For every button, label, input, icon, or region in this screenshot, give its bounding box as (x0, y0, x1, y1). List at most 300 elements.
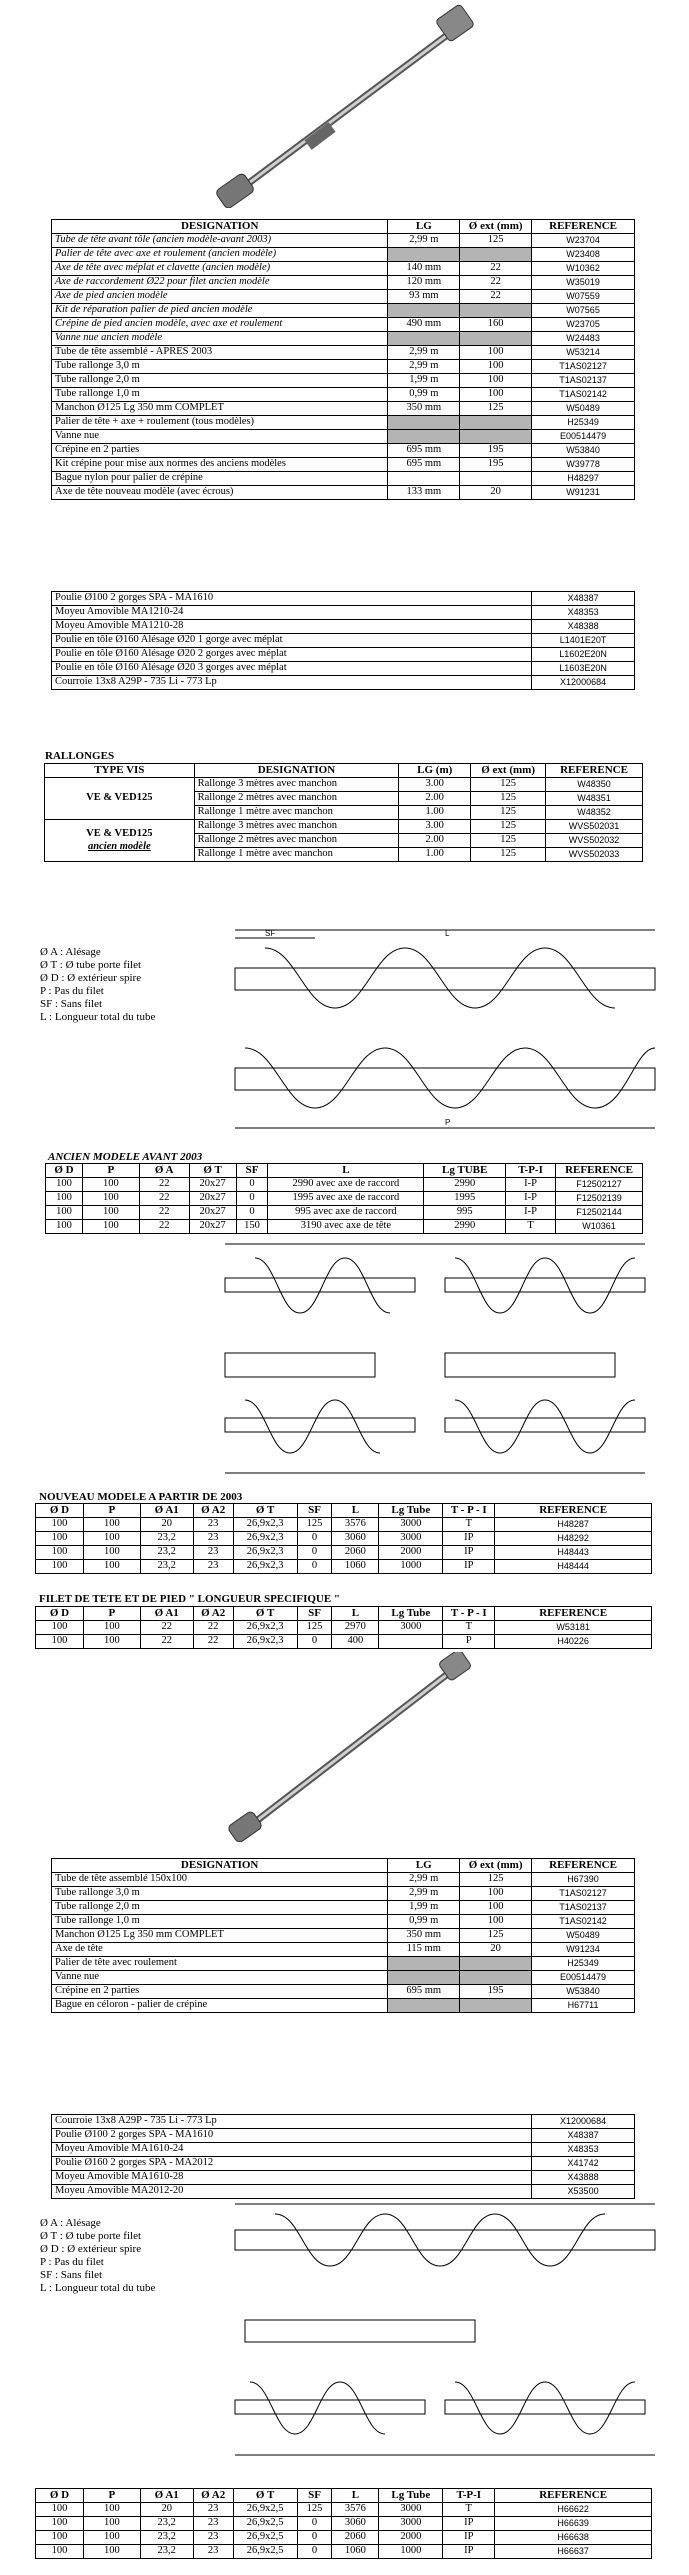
reference-cell: F12502144 (556, 1206, 643, 1220)
ext-cell: 125 (460, 234, 532, 248)
table-row (52, 388, 635, 402)
ext-cell: 125 (460, 1873, 532, 1887)
cell: T (443, 1621, 495, 1635)
reference-cell: E00514479 (532, 430, 635, 444)
cell: P (443, 1635, 495, 1649)
table-row (46, 1206, 643, 1220)
designation-cell: Moyeu Amovible MA1610-28 (52, 2171, 532, 2185)
cell: 150 (236, 1220, 268, 1234)
table-row (52, 1957, 635, 1971)
column-header: T - P - I (443, 1504, 495, 1518)
cell: 3060 (332, 2517, 379, 2531)
lg-cell (388, 430, 460, 444)
lg-cell: 1.00 (399, 806, 471, 820)
designation-cell: Poulie en tôle Ø160 Alésage Ø20 1 gorge avec méplat (52, 634, 532, 648)
lg-cell: 2,99 m (388, 1873, 460, 1887)
cell: 0 (297, 1560, 332, 1574)
cell: 26,9x2,5 (233, 2531, 297, 2545)
cell: 26,9x2,5 (233, 2503, 297, 2517)
reference-cell: H40226 (495, 1635, 652, 1649)
cell: 2000 (379, 2531, 443, 2545)
cell: IP (443, 1560, 495, 1574)
ancien-title: ANCIEN MODELE AVANT 2003 (48, 1151, 203, 1163)
cell: 22 (140, 1635, 193, 1649)
reference-cell: E00514479 (532, 1971, 635, 1985)
col-designation: DESIGNATION (194, 764, 399, 778)
screw-table-new (35, 2488, 652, 2559)
cell: 2970 (332, 1621, 379, 1635)
lg-cell (388, 1957, 460, 1971)
cell: 3060 (332, 1532, 379, 1546)
reference-cell: H66622 (495, 2503, 652, 2517)
reference-cell: W23408 (532, 248, 635, 262)
cell: 3000 (379, 1621, 443, 1635)
designation-cell: Moyeu Amovible MA2012-20 (52, 2185, 532, 2199)
cell: 26,9x2,3 (233, 1532, 297, 1546)
ext-cell: 125 (460, 402, 532, 416)
reference-cell: H48444 (495, 1560, 652, 1574)
designation-cell: Tube de tête assemblé - APRES 2003 (52, 346, 388, 360)
lg-cell (388, 1971, 460, 1985)
screw-drawing-3 (205, 2200, 675, 2470)
cell: 26,9x2,3 (233, 1635, 297, 1649)
ext-cell: 125 (471, 778, 546, 792)
table-row (36, 1532, 652, 1546)
cell: 22 (139, 1192, 189, 1206)
ext-cell: 22 (460, 262, 532, 276)
designation-cell: Poulie Ø100 2 gorges SPA - MA1610 (52, 2129, 532, 2143)
reference-cell: W23705 (532, 318, 635, 332)
ext-cell: 22 (460, 290, 532, 304)
cell: 22 (139, 1178, 189, 1192)
ext-cell: 100 (460, 360, 532, 374)
cell: 100 (83, 2503, 140, 2517)
reference-cell: W24483 (532, 332, 635, 346)
reference-cell: L1603E20N (532, 662, 635, 676)
auger-photo-middle (220, 1652, 480, 1842)
reference-cell: W23704 (532, 234, 635, 248)
lg-cell: 2.00 (399, 792, 471, 806)
col-designation: DESIGNATION (52, 1859, 388, 1873)
lg-cell (388, 472, 460, 486)
cell: 1995 (424, 1192, 506, 1206)
lg-cell: 350 mm (388, 402, 460, 416)
legend-block-2 (40, 2217, 210, 2295)
ext-cell: 20 (460, 1943, 532, 1957)
reference-cell: L1602E20N (532, 648, 635, 662)
designation-cell: Bague en céloron - palier de crépine (52, 1999, 388, 2013)
reference-cell: T1AS02127 (532, 360, 635, 374)
designation-cell: Courroie 13x8 A29P - 735 Li - 773 Lp (52, 2115, 532, 2129)
drawing-label-p: P (445, 1118, 451, 1127)
lg-cell: 3.00 (399, 778, 471, 792)
cell: 23 (193, 2503, 233, 2517)
table-row (52, 486, 635, 500)
cell: 3576 (332, 2503, 379, 2517)
cell: 100 (83, 1518, 140, 1532)
cell: I-P (506, 1206, 556, 1220)
reference-cell: WVS502032 (546, 834, 643, 848)
cell: 100 (36, 2503, 84, 2517)
table-row (52, 2143, 635, 2157)
lg-cell (388, 1999, 460, 2013)
column-header: Ø D (36, 1504, 84, 1518)
cell: 100 (36, 1518, 84, 1532)
column-header: Ø D (46, 1164, 83, 1178)
drawing-label-sf: SF (265, 929, 276, 938)
col-ext: Ø ext (mm) (471, 764, 546, 778)
lg-cell: 115 mm (388, 1943, 460, 1957)
reference-cell: T1AS02137 (532, 1901, 635, 1915)
column-header: REFERENCE (495, 1607, 652, 1621)
designation-cell: Rallonge 2 mètres avec manchon (194, 834, 399, 848)
cell: 20x27 (189, 1178, 236, 1192)
cell: 0 (297, 2517, 332, 2531)
cell: 100 (83, 1532, 140, 1546)
rallonges-table (44, 763, 643, 862)
column-header: T - P - I (443, 1607, 495, 1621)
reference-cell: W35019 (532, 276, 635, 290)
cell: 1060 (332, 2545, 379, 2559)
lg-cell (388, 304, 460, 318)
designation-cell: Tube rallonge 2,0 m (52, 1901, 388, 1915)
ext-cell (460, 472, 532, 486)
legend-item: L : Longueur total du tube (40, 1011, 156, 1023)
reference-cell: X41742 (532, 2157, 635, 2171)
column-header: L (332, 1607, 379, 1621)
table-row (52, 1971, 635, 1985)
table-row (52, 606, 635, 620)
column-header: L (332, 2489, 379, 2503)
cell: 20 (140, 2503, 193, 2517)
designation-cell: Vanne nue (52, 1971, 388, 1985)
reference-cell: W50489 (532, 1929, 635, 1943)
reference-cell: T1AS02137 (532, 374, 635, 388)
col-ext: Ø ext (mm) (460, 220, 532, 234)
cell: 22 (140, 1621, 193, 1635)
designation-cell: Axe de tête (52, 1943, 388, 1957)
table-row (46, 1220, 643, 1234)
column-header: Lg Tube (379, 2489, 443, 2503)
legend-item: P : Pas du filet (40, 2256, 104, 2268)
reference-cell: W53214 (532, 346, 635, 360)
reference-cell: W10362 (532, 262, 635, 276)
column-header: Ø A2 (193, 2489, 233, 2503)
cell: 26,9x2,5 (233, 2545, 297, 2559)
column-header: P (83, 1607, 140, 1621)
designation-cell: Poulie Ø100 2 gorges SPA - MA1610 (52, 592, 532, 606)
designation-cell: Palier de tête avec axe et roulement (ancien modèle) (52, 248, 388, 262)
cell: IP (443, 1532, 495, 1546)
ext-cell (460, 416, 532, 430)
designation-cell: Crépine de pied ancien modèle, avec axe et roulement (52, 318, 388, 332)
legend-item: SF : Sans filet (40, 2269, 103, 2281)
col-reference: REFERENCE (546, 764, 643, 778)
legend-item: Ø T : Ø tube porte filet (40, 959, 142, 971)
cell: I-P (506, 1192, 556, 1206)
cell: IP (443, 1546, 495, 1560)
table-row (52, 304, 635, 318)
cell: 23,2 (140, 2517, 193, 2531)
designation-cell: Moyeu Amovible MA1210-28 (52, 620, 532, 634)
cell: 23 (193, 2517, 233, 2531)
table-row (52, 648, 635, 662)
cell: 2060 (332, 1546, 379, 1560)
cell: 23 (193, 1518, 233, 1532)
ext-cell: 22 (460, 276, 532, 290)
table-row (52, 676, 635, 690)
cell: IP (443, 2545, 495, 2559)
lg-cell: 695 mm (388, 1985, 460, 1999)
cell: 100 (36, 1560, 84, 1574)
cell: 26,9x2,5 (233, 2517, 297, 2531)
reference-cell: H48287 (495, 1518, 652, 1532)
legend-item: Ø A : Alésage (40, 946, 101, 958)
screw-drawing-2 (205, 1238, 665, 1483)
cell: 100 (83, 2517, 140, 2531)
cell: 23,2 (140, 2545, 193, 2559)
table-row (36, 1621, 652, 1635)
col-lg: LG (388, 1859, 460, 1873)
cell: 100 (83, 1635, 140, 1649)
reference-cell: W48352 (546, 806, 643, 820)
table-row (52, 1985, 635, 1999)
ext-cell: 100 (460, 388, 532, 402)
lg-cell: 3.00 (399, 820, 471, 834)
reference-cell: F12502127 (556, 1178, 643, 1192)
cell: 2990 avec axe de raccord (268, 1178, 424, 1192)
column-header: SF (297, 1607, 332, 1621)
cell: 22 (139, 1206, 189, 1220)
legend-item: P : Pas du filet (40, 985, 104, 997)
cell: 2000 (379, 1546, 443, 1560)
cell: 23,2 (140, 1560, 193, 1574)
designation-cell: Manchon Ø125 Lg 350 mm COMPLET (52, 1929, 388, 1943)
designation-cell: Bague nylon pour palier de crépine (52, 472, 388, 486)
column-header: P (83, 2489, 140, 2503)
designation-cell: Poulie en tôle Ø160 Alésage Ø20 2 gorges avec méplat (52, 648, 532, 662)
column-header: Lg Tube (379, 1504, 443, 1518)
cell: 100 (36, 2531, 84, 2545)
reference-cell: H67390 (532, 1873, 635, 1887)
table-row (36, 1560, 652, 1574)
designation-cell: Tube de tête avant tôle (ancien modèle-avant 2003) (52, 234, 388, 248)
cell: 1060 (332, 1560, 379, 1574)
cell: 3000 (379, 2503, 443, 2517)
legend-item: Ø T : Ø tube porte filet (40, 2230, 142, 2242)
reference-cell: H66638 (495, 2531, 652, 2545)
table-row (45, 820, 643, 834)
reference-cell: W48351 (546, 792, 643, 806)
type-vis-sublabel: ancien modèle (87, 840, 151, 852)
reference-cell: X48387 (532, 2129, 635, 2143)
lg-cell: 350 mm (388, 1929, 460, 1943)
auger-photo-top (200, 2, 490, 208)
designation-cell: Axe de pied ancien modèle (52, 290, 388, 304)
ext-cell: 100 (460, 1887, 532, 1901)
ext-cell: 125 (471, 834, 546, 848)
column-header: REFERENCE (495, 2489, 652, 2503)
column-header: REFERENCE (495, 1504, 652, 1518)
lg-cell: 0,99 m (388, 1915, 460, 1929)
cell: 100 (82, 1178, 139, 1192)
table-row (52, 416, 635, 430)
ext-cell: 100 (460, 374, 532, 388)
column-header: P (82, 1164, 139, 1178)
table-row (52, 458, 635, 472)
designation-cell: Rallonge 1 mètre avec manchon (194, 806, 399, 820)
cell: 20x27 (189, 1220, 236, 1234)
cell: 100 (82, 1192, 139, 1206)
reference-cell: T1AS02142 (532, 1915, 635, 1929)
reference-cell: X48387 (532, 592, 635, 606)
reference-cell: W91231 (532, 486, 635, 500)
lg-cell (388, 248, 460, 262)
cell: 22 (193, 1635, 233, 1649)
ext-cell (460, 304, 532, 318)
col-reference: REFERENCE (532, 220, 635, 234)
table-row (52, 360, 635, 374)
lg-cell: 120 mm (388, 276, 460, 290)
designation-cell: Moyeu Amovible MA1210-24 (52, 606, 532, 620)
table-row (52, 1901, 635, 1915)
column-header: L (268, 1164, 424, 1178)
designation-cell: Kit crépine pour mise aux normes des anciens modèles (52, 458, 388, 472)
ext-cell (460, 248, 532, 262)
table-row (52, 634, 635, 648)
ext-cell: 125 (471, 820, 546, 834)
ext-cell: 125 (471, 848, 546, 862)
ext-cell (460, 1999, 532, 2013)
lg-cell: 2,99 m (388, 234, 460, 248)
designation-cell: Tube de tête assemblé 150x100 (52, 1873, 388, 1887)
reference-cell: H48297 (532, 472, 635, 486)
designation-cell: Axe de raccordement Ø22 pour filet ancien modèle (52, 276, 388, 290)
col-lg: LG (388, 220, 460, 234)
table-row (52, 2129, 635, 2143)
column-header: Ø A2 (193, 1607, 233, 1621)
lg-cell: 695 mm (388, 458, 460, 472)
cell: 0 (297, 1532, 332, 1546)
reference-cell: T1AS02127 (532, 1887, 635, 1901)
table-row (36, 2503, 652, 2517)
table-row (52, 248, 635, 262)
table-row (52, 1887, 635, 1901)
col-type-vis: TYPE VIS (45, 764, 195, 778)
column-header: Ø A1 (140, 2489, 193, 2503)
reference-cell: H48292 (495, 1532, 652, 1546)
ext-cell: 195 (460, 444, 532, 458)
cell: 23,2 (140, 2531, 193, 2545)
cell: 3000 (379, 1518, 443, 1532)
designation-cell: Axe de tête avec méplat et clavette (ancien modèle) (52, 262, 388, 276)
cell: 995 (424, 1206, 506, 1220)
table-row (36, 1546, 652, 1560)
table-row (36, 2545, 652, 2559)
table-row (52, 1929, 635, 1943)
lg-cell: 2,99 m (388, 346, 460, 360)
reference-cell: W39778 (532, 458, 635, 472)
designation-cell: Poulie en tôle Ø160 Alésage Ø20 3 gorges avec méplat (52, 662, 532, 676)
lg-cell: 133 mm (388, 486, 460, 500)
cell: 1995 avec axe de raccord (268, 1192, 424, 1206)
pulley-table (51, 591, 635, 690)
cell: 1000 (379, 1560, 443, 1574)
table-row (52, 332, 635, 346)
lg-cell: 0,99 m (388, 388, 460, 402)
column-header: REFERENCE (556, 1164, 643, 1178)
table-row (52, 2157, 635, 2171)
ext-cell: 100 (460, 1915, 532, 1929)
designation-cell: Tube rallonge 3,0 m (52, 1887, 388, 1901)
cell: T (443, 2503, 495, 2517)
cell: 0 (236, 1192, 268, 1206)
legend-item: SF : Sans filet (40, 998, 103, 1010)
cell: 100 (36, 1635, 84, 1649)
type-vis-cell (45, 778, 195, 820)
legend-item: Ø D : Ø extérieur spire (40, 2243, 142, 2255)
cell: 26,9x2,3 (233, 1560, 297, 1574)
lg-cell: 490 mm (388, 318, 460, 332)
reference-cell: WVS502033 (546, 848, 643, 862)
designation-cell: Poulie Ø160 2 gorges SPA - MA2012 (52, 2157, 532, 2171)
cell: 125 (297, 1518, 332, 1532)
cell: 0 (297, 2545, 332, 2559)
lg-cell: 1,99 m (388, 374, 460, 388)
cell: 100 (36, 1546, 84, 1560)
column-header: Lg Tube (379, 1607, 443, 1621)
column-header: SF (297, 2489, 332, 2503)
cell: 100 (83, 1546, 140, 1560)
designation-cell: Kit de réparation palier de pied ancien modèle (52, 304, 388, 318)
designation-cell: Vanne nue ancien modèle (52, 332, 388, 346)
reference-cell: H25349 (532, 1957, 635, 1971)
table-row (52, 592, 635, 606)
cell: 125 (297, 2503, 332, 2517)
cell: 26,9x2,3 (233, 1621, 297, 1635)
cell: 100 (83, 2531, 140, 2545)
reference-cell: H67711 (532, 1999, 635, 2013)
cell: 0 (297, 2531, 332, 2545)
reference-cell: X48353 (532, 2143, 635, 2157)
lg-cell: 93 mm (388, 290, 460, 304)
type-vis-label: VE & VED125 (86, 792, 153, 804)
designation-cell: Crépine en 2 parties (52, 444, 388, 458)
designation-cell: Moyeu Amovible MA1610-24 (52, 2143, 532, 2157)
cell: 100 (83, 1560, 140, 1574)
cell: 100 (83, 2545, 140, 2559)
col-ext: Ø ext (mm) (460, 1859, 532, 1873)
col-designation: DESIGNATION (52, 220, 388, 234)
designation-cell: Rallonge 2 mètres avec manchon (194, 792, 399, 806)
table-row (52, 430, 635, 444)
designation-cell: Crépine en 2 parties (52, 1985, 388, 1999)
cell: 0 (236, 1178, 268, 1192)
cell: 125 (297, 1621, 332, 1635)
cell: 100 (46, 1192, 83, 1206)
reference-cell: WVS502031 (546, 820, 643, 834)
designation-cell: Tube rallonge 3,0 m (52, 360, 388, 374)
type-vis-cell (45, 820, 195, 862)
column-header: T-P-I (506, 1164, 556, 1178)
designation-cell: Tube rallonge 2,0 m (52, 374, 388, 388)
table-row (52, 346, 635, 360)
nouveau-title: NOUVEAU MODELE A PARTIR DE 2003 (39, 1491, 243, 1503)
cell: 3000 (379, 1532, 443, 1546)
ext-cell: 20 (460, 486, 532, 500)
table-row (52, 2185, 635, 2199)
cell: 100 (46, 1220, 83, 1234)
